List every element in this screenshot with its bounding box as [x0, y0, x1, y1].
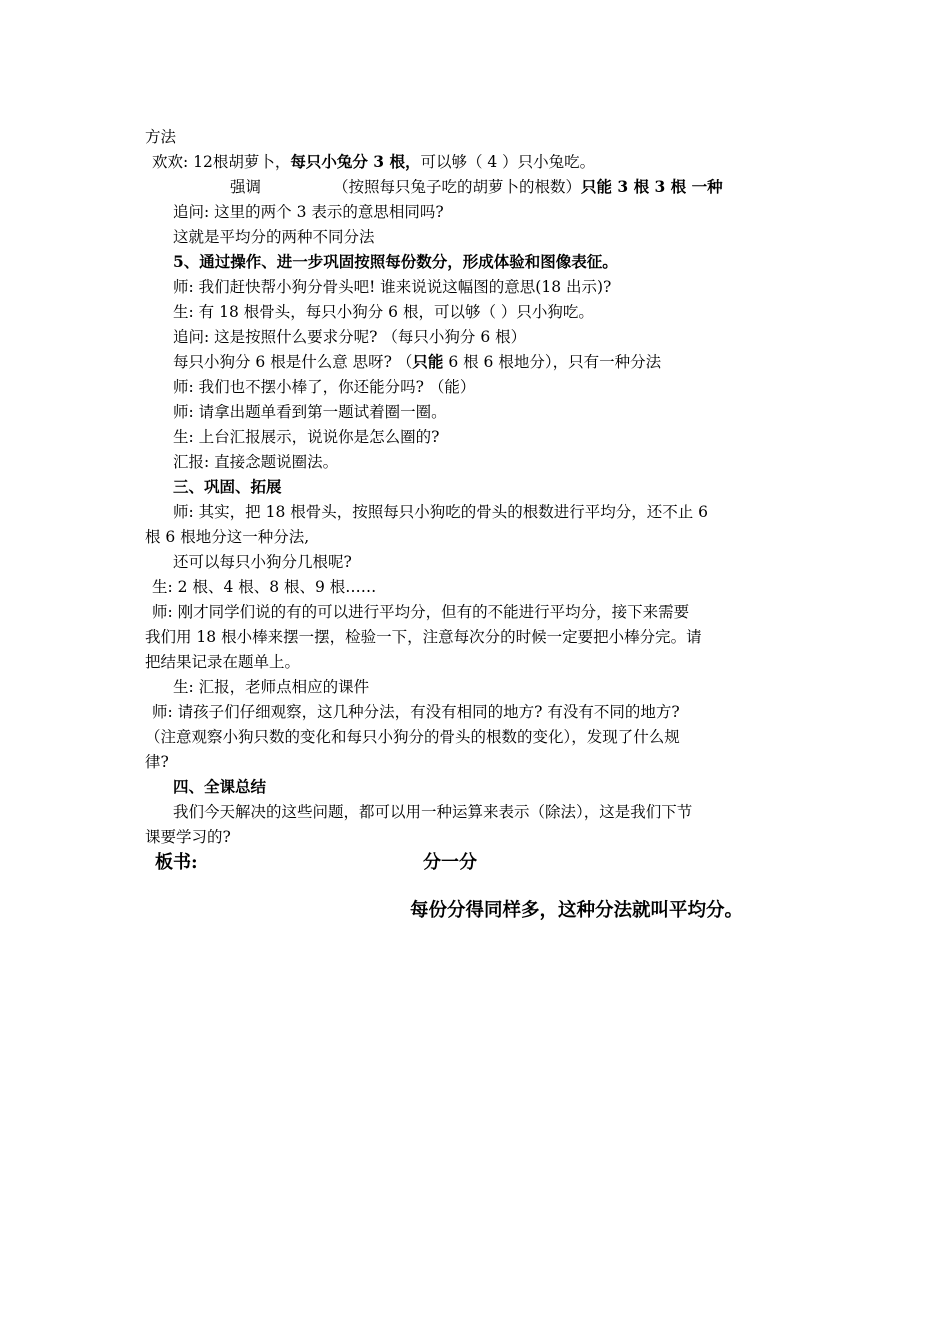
- board-title: 分一分: [423, 852, 477, 873]
- text-line: 方法: [145, 128, 177, 146]
- text-span: 每只小狗分 6 根是什么意 思呀? （: [173, 353, 413, 371]
- text-line: 生: 有 18 根骨头，每只小狗分 6 根，可以够（ ）只小狗吃。: [173, 303, 594, 321]
- text-line: [333, 176, 723, 198]
- text-span: 可以够（ 4 ）只小兔吃。: [420, 153, 596, 171]
- text-line: 生: 2 根、4 根、8 根、9 根……: [152, 578, 377, 596]
- bold-text-span: 只能 3 根 3 根 一种: [581, 177, 723, 196]
- board-label: 板书:: [155, 852, 198, 873]
- text-line: （注意观察小狗只数的变化和每只小狗分的骨头的根数的变化），发现了什么规: [145, 728, 680, 746]
- text-span: （按照每只兔子吃的胡萝卜的根数）: [333, 178, 582, 196]
- text-line: [152, 151, 595, 173]
- text-line: 课要学习的?: [145, 828, 231, 846]
- text-line: 生: 汇报，老师点相应的课件: [173, 678, 370, 696]
- text-line: 还可以每只小狗分几根呢?: [173, 553, 352, 571]
- text-line: 追问: 这里的两个 3 表示的意思相同吗?: [173, 203, 444, 221]
- text-line: 律?: [145, 753, 169, 771]
- text-line: [173, 351, 661, 373]
- text-line: 汇报: 直接念题说圈法。: [173, 453, 339, 471]
- text-line: 我们用 18 根小棒来摆一摆，检验一下，注意每次分的时候一定要把小棒分完。请: [145, 628, 702, 646]
- section-heading: 5、通过操作、进一步巩固按照每份数分，形成体验和图像表征。: [173, 252, 618, 271]
- text-span: 6 根 6 根地分），只有一种分法: [443, 353, 662, 371]
- bold-text-span: 每只小兔分 3 根，: [290, 152, 421, 171]
- text-line: 这就是平均分的两种不同分法: [173, 228, 375, 246]
- text-line: 师: 我们也不摆小棒了，你还能分吗? （能）: [173, 378, 476, 396]
- text-line: 师: 请孩子们仔细观察，这几种分法，有没有相同的地方? 有没有不同的地方?: [152, 703, 680, 721]
- text-span: 欢欢: 12根胡萝卜，: [152, 153, 291, 171]
- text-line: 生: 上台汇报展示，说说你是怎么圈的?: [173, 428, 440, 446]
- text-line: 强调: [230, 178, 262, 196]
- text-line: 师: 刚才同学们说的有的可以进行平均分，但有的不能进行平均分，接下来需要: [152, 603, 690, 621]
- board-definition: 每份分得同样多，这种分法就叫平均分。: [410, 900, 744, 921]
- text-line: 师: 请拿出题单看到第一题试着圈一圈。: [173, 403, 447, 421]
- text-line: 把结果记录在题单上。: [145, 653, 301, 671]
- text-line: 追问: 这是按照什么要求分呢? （每只小狗分 6 根）: [173, 328, 527, 346]
- bold-text-span: 只能: [412, 352, 444, 371]
- section-heading: 四、全课总结: [173, 777, 267, 796]
- text-line: 师: 我们赶快帮小狗分骨头吧! 谁来说说这幅图的意思(18 出示)?: [173, 278, 612, 296]
- text-line: 师: 其实，把 18 根骨头，按照每只小狗吃的骨头的根数进行平均分，还不止 6: [173, 503, 709, 521]
- text-line: 我们今天解决的这些问题，都可以用一种运算来表示（除法），这是我们下节: [173, 803, 693, 821]
- section-heading: 三、巩固、拓展: [173, 477, 282, 496]
- text-line: 根 6 根地分这一种分法,: [145, 528, 310, 546]
